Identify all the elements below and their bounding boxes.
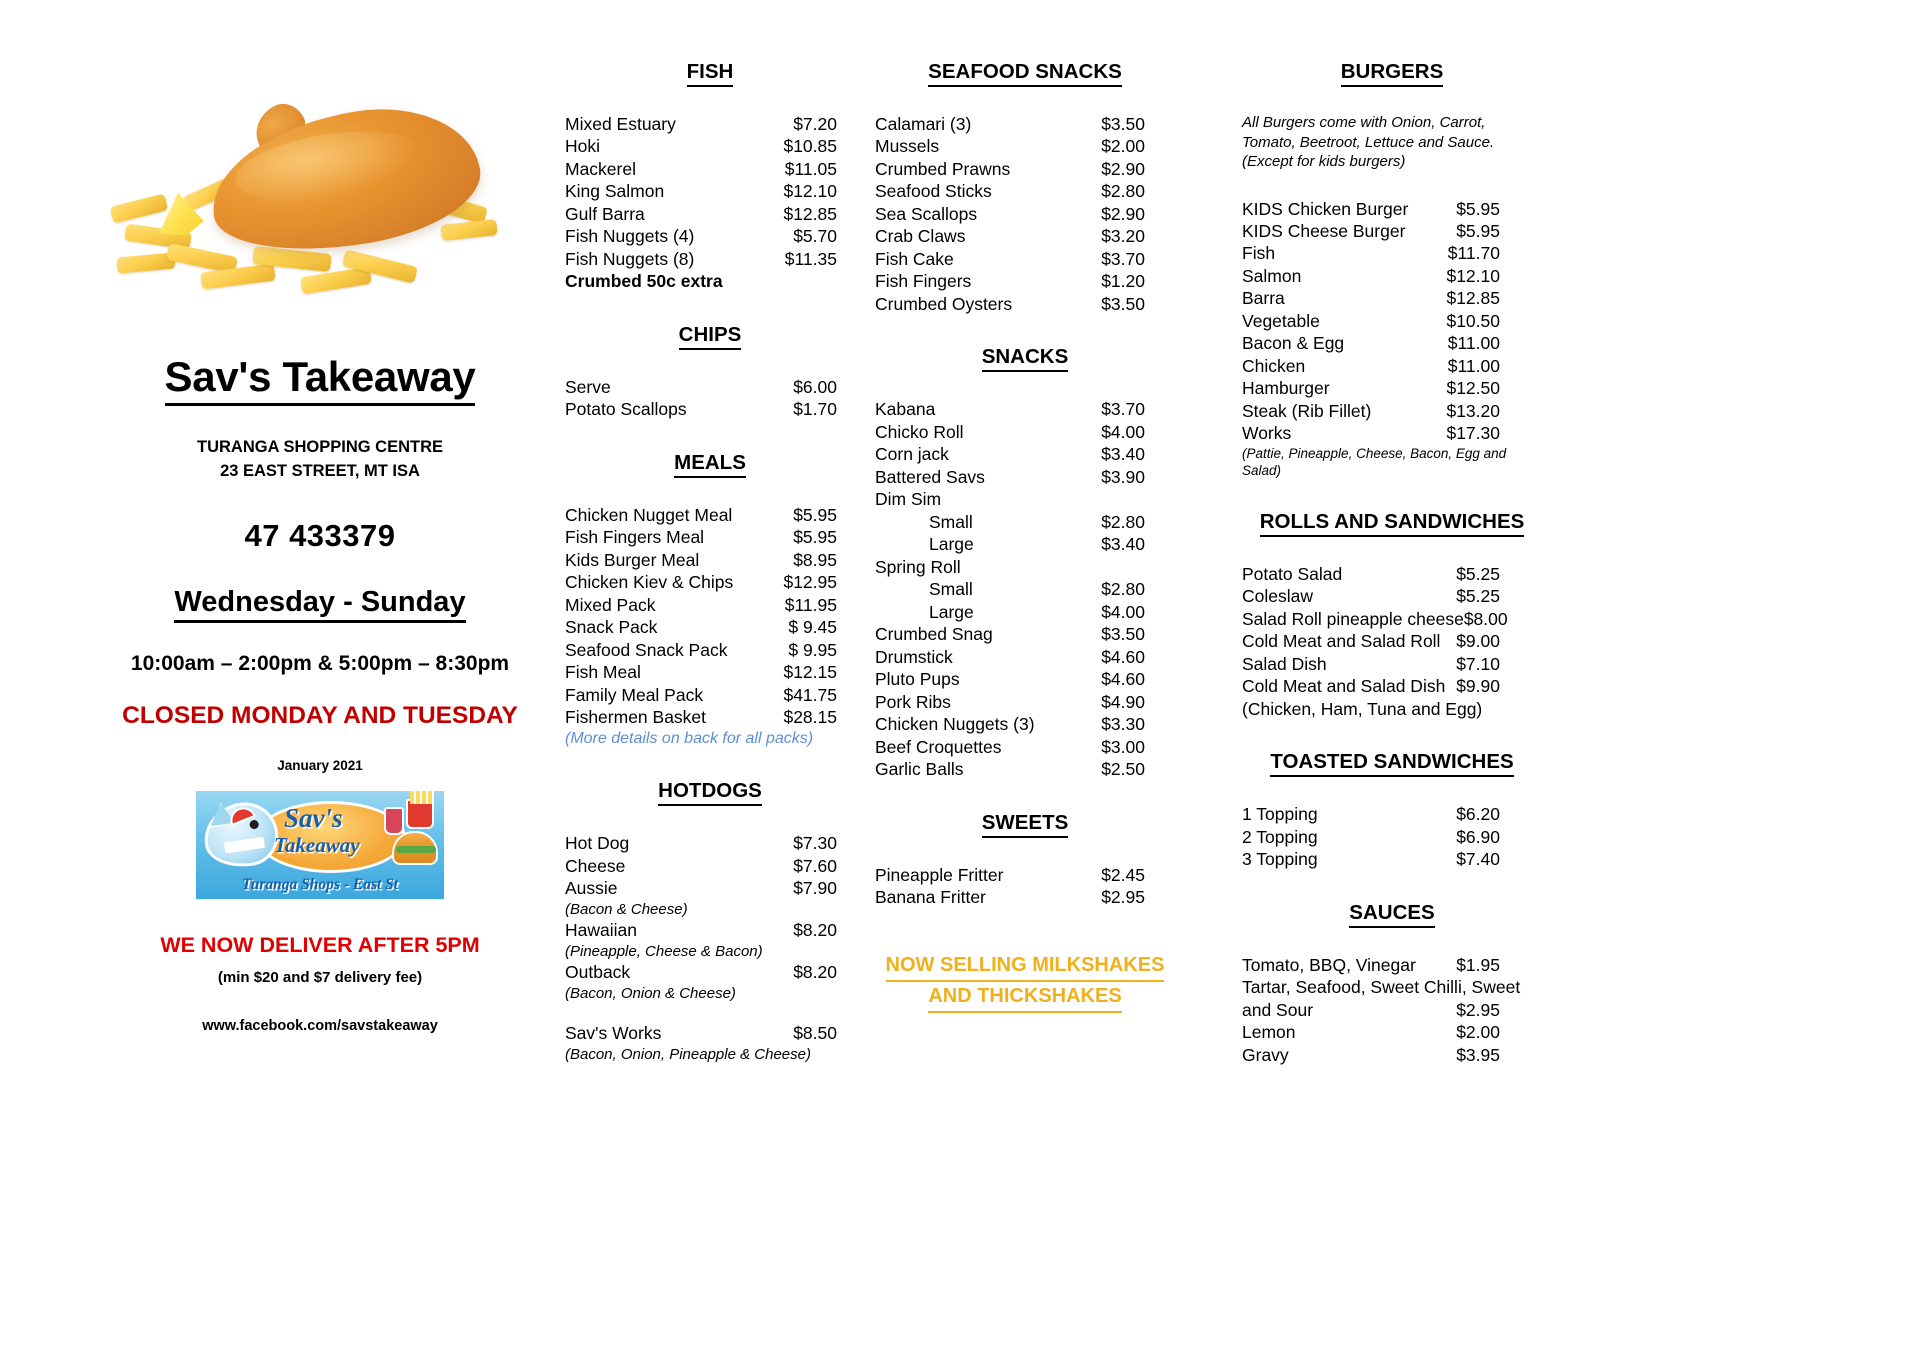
section-heading: SEAFOOD SNACKS [875,60,1175,87]
section-hotdogs [565,779,855,1064]
item-name: Salmon [1242,265,1302,286]
item-name: Sea Scallops [875,203,978,224]
section-sauces [1242,901,1542,1066]
item-price: $17.30 [1446,423,1500,444]
menu-row [875,713,1145,735]
menu-row [875,421,1145,443]
item-name: Crumbed Snag [875,624,993,645]
menu-row [565,180,837,202]
item-price: $2.80 [1101,181,1145,202]
item-price: $7.30 [793,833,837,854]
item-price: $4.60 [1101,669,1145,690]
item-name: Crumbed Oysters [875,293,1013,314]
item-price: $4.00 [1101,421,1145,442]
item-name: Garlic Balls [875,759,964,780]
menu-column-4 [1242,60,1542,1096]
menu-row [565,203,837,225]
burgers-footnote: (Pattie, Pineapple, Cheese, Bacon, Egg and Salad) [1242,445,1507,479]
item-name: Kids Burger Meal [565,549,700,570]
item-price: $1.70 [793,399,837,420]
item-price: $4.90 [1101,691,1145,712]
item-name: Mackerel [565,158,636,179]
item-price: $2.80 [1101,511,1145,532]
item-name: 2 Topping [1242,826,1318,847]
menu-row [875,158,1145,180]
item-price: $11.00 [1447,355,1500,376]
item-price: $5.70 [793,226,837,247]
milkshake-promo [875,951,1175,1013]
menu-row [875,533,1145,555]
menu-row [875,556,1145,578]
item-price: $3.30 [1101,714,1145,735]
menu-row [565,661,837,683]
item-price: $7.60 [793,855,837,876]
item-price: $6.20 [1456,804,1500,825]
item-name: Fish Fingers [875,271,972,292]
sauces-wrap-line: Tartar, Seafood, Sweet Chilli, Sweet [1242,977,1521,998]
item-price: $9.90 [1456,676,1500,697]
menu-row [1242,1044,1500,1066]
section-heading: BURGERS [1242,60,1542,87]
item-price: $41.75 [783,684,837,705]
item-price: $8.95 [793,549,837,570]
menu-row [565,832,837,854]
item-name: Calamari (3) [875,114,972,134]
fish-footnote: Crumbed 50c extra [565,271,723,292]
item-name: Salad Roll pineapple cheese [1242,608,1464,629]
menu-row [1242,1021,1500,1043]
item-name: Hamburger [1242,378,1330,399]
item-price: $7.20 [793,114,837,134]
menu-row [1242,377,1500,399]
menu-row [1242,585,1500,607]
item-price: $2.95 [1101,887,1145,908]
opening-days: Wednesday - Sunday [174,586,465,623]
item-price: $11.35 [784,248,837,269]
section-heading: SAUCES [1242,901,1542,928]
menu-row [875,578,1145,600]
item-price: $13.20 [1446,400,1500,421]
item-name: KIDS Chicken Burger [1242,198,1409,219]
item-price: $3.70 [1101,399,1145,420]
item-list [565,113,855,293]
item-name: Dim Sim [875,489,942,510]
item-price: $1.95 [1456,954,1500,975]
menu-row [1242,803,1500,825]
item-name: Cold Meat and Salad Roll [1242,631,1441,652]
menu-row [1242,826,1500,848]
item-price: $11.00 [1447,333,1500,354]
section-heading: FISH [565,60,855,87]
item-name: Steak (Rib Fillet) [1242,400,1372,421]
item-name: Crumbed Prawns [875,158,1011,179]
item-price: $11.70 [1447,243,1500,264]
item-name: Fish Cake [875,248,954,269]
menu-column-2 [565,60,855,1094]
item-price: $12.50 [1446,378,1500,399]
menu-row [565,919,837,941]
item-name: Mussels [875,136,940,157]
item-price: $7.10 [1456,653,1500,674]
burgers-intro: All Burgers come with Onion, Carrot, Tomato, Beetroot, Lettuce and Sauce. (Except for kids burgers) [1242,114,1495,170]
menu-row [875,398,1145,420]
opening-hours: 10:00am – 2:00pm & 5:00pm – 8:30pm [130,651,510,675]
menu-row [565,961,837,983]
item-name: Barra [1242,288,1285,309]
menu-row [1242,220,1500,242]
section-heading: SWEETS [875,811,1175,838]
item-price: $10.85 [783,136,837,157]
item-price: $3.40 [1101,444,1145,465]
section-chips [565,323,855,421]
item-note: (Pineapple, Cheese & Bacon) [565,942,763,960]
promo-line-2: AND THICKSHAKES [928,982,1121,1013]
menu-row [875,135,1145,157]
address-line-2: 23 EAST STREET, MT ISA [220,461,420,480]
item-name: Sav's Works [565,1023,662,1044]
menu-row [565,877,837,899]
item-name: Snack Pack [565,617,658,638]
item-note: (Bacon & Cheese) [565,900,688,918]
menu-row [1242,848,1500,870]
shark-eye [249,819,259,829]
item-price: $5.25 [1456,563,1500,584]
shop-title: Sav's Takeaway [165,353,476,406]
item-price: $9.00 [1456,631,1500,652]
item-name: Chicken Nugget Meal [565,504,733,525]
item-price: $11.95 [784,594,837,615]
section-heading: HOTDOGS [565,779,855,806]
menu-row [1242,653,1500,675]
item-price: $3.50 [1101,624,1145,645]
menu-row [875,691,1145,713]
item-price: $12.95 [783,572,837,593]
shark-mascot-icon [200,798,282,872]
section-sweets [875,811,1175,909]
section-heading: MEALS [565,451,855,478]
item-name: Seafood Snack Pack [565,639,728,660]
menu-row [875,225,1145,247]
item-name: Salad Dish [1242,653,1327,674]
section-heading: TOASTED SANDWICHES [1242,750,1542,777]
menu-row [565,571,837,593]
rolls-footnote: (Chicken, Ham, Tuna and Egg) [1242,698,1483,719]
item-name: Crab Claws [875,226,966,247]
menu-row [1242,999,1500,1021]
drink-cup-icon [384,807,404,835]
item-name: Aussie [565,878,618,899]
item-name: Chicko Roll [875,421,964,442]
item-name: Lemon [1242,1022,1296,1043]
burger-icon [392,831,438,865]
business-info-panel [70,60,570,1034]
menu-row [875,466,1145,488]
section-fish [565,60,855,293]
item-name: Coleslaw [1242,586,1313,607]
address-line-1: TURANGA SHOPPING CENTRE [197,438,443,456]
logo-line-2: Takeaway [274,832,360,857]
facebook-url: www.facebook.com/savstakeaway [202,1017,438,1034]
closed-notice: CLOSED MONDAY AND TUESDAY [122,701,518,729]
item-name: 3 Topping [1242,849,1318,870]
item-price: $2.00 [1101,136,1145,157]
item-name: Hoki [565,136,601,157]
item-price: $6.90 [1456,826,1500,847]
issue-date: January 2021 [277,757,363,773]
menu-row [875,668,1145,690]
menu-row [565,398,837,420]
section-toasted-sandwiches [1242,750,1542,870]
item-price: $2.00 [1456,1022,1500,1043]
menu-row [565,549,837,571]
section-rolls-sandwiches [1242,510,1542,720]
item-name: Pork Ribs [875,691,951,712]
menu-row [875,443,1145,465]
delivery-terms: (min $20 and $7 delivery fee) [217,968,423,986]
item-name: Fish [1242,243,1276,264]
menu-row [1242,310,1500,332]
phone-number: 47 433379 [244,517,396,553]
item-price: $8.00 [1463,608,1508,629]
item-price: $6.00 [793,376,837,397]
menu-row [875,886,1145,908]
promo-line-1: NOW SELLING MILKSHAKES [886,951,1165,982]
item-name: Kabana [875,399,936,420]
item-name: Seafood Sticks [875,181,992,202]
meals-footnote: (More details on back for all packs) [565,729,814,747]
item-price: $8.20 [793,920,837,941]
item-name: Fish Fingers Meal [565,527,705,548]
item-price: $2.50 [1101,759,1145,780]
item-price: $3.95 [1456,1044,1500,1065]
item-price: $2.95 [1456,999,1500,1020]
item-price: $ 9.95 [788,639,837,660]
item-price: $5.95 [793,527,837,548]
menu-row [1242,332,1500,354]
item-price: $12.85 [783,203,837,224]
item-price: $2.90 [1101,203,1145,224]
item-price: $3.40 [1101,534,1145,555]
menu-row [1242,400,1500,422]
menu-row [565,248,837,270]
section-heading: SNACKS [875,345,1175,372]
item-name: Works [1242,423,1292,444]
item-price: $2.80 [1101,579,1145,600]
menu-row [875,601,1145,623]
item-price: $5.95 [793,504,837,525]
item-price: $3.20 [1101,226,1145,247]
menu-row [875,736,1145,758]
menu-row [875,646,1145,668]
item-name: Banana Fritter [875,887,986,908]
menu-row [565,684,837,706]
menu-row [565,526,837,548]
item-price: $3.90 [1101,466,1145,487]
menu-row [565,504,837,526]
menu-row [1242,355,1500,377]
item-name: Chicken Nuggets (3) [875,714,1035,735]
menu-row [875,113,1145,135]
menu-row [875,864,1145,886]
item-name: Potato Scallops [565,399,687,420]
menu-row [565,135,837,157]
logo-line-1: Sav's [284,802,343,833]
item-name: Serve [565,376,611,397]
item-name: Chicken [1242,355,1306,376]
section-burgers [1242,60,1542,480]
item-name: Cheese [565,855,626,876]
item-name: Bacon & Egg [1242,333,1345,354]
item-name: Mixed Pack [565,594,656,615]
item-name: Gulf Barra [565,203,645,224]
menu-row [1242,608,1508,630]
item-name: Beef Croquettes [875,736,1002,757]
item-name: King Salmon [565,181,665,202]
menu-row [1242,563,1500,585]
item-price: $12.85 [1446,288,1500,309]
menu-row [565,616,837,638]
menu-row [1242,242,1500,264]
menu-row [875,511,1145,533]
menu-row [565,639,837,661]
item-name: Outback [565,962,631,983]
item-name: Battered Savs [875,466,985,487]
item-price: $5.25 [1456,586,1500,607]
item-price: $3.00 [1101,736,1145,757]
savs-takeaway-logo [196,791,444,899]
menu-row [1242,287,1500,309]
menu-row [875,270,1145,292]
item-price: $2.90 [1101,158,1145,179]
item-price: $4.60 [1101,646,1145,667]
item-name: Drumstick [875,646,953,667]
item-price: $3.50 [1101,114,1145,134]
item-price: $ 9.45 [788,617,837,638]
item-name: Hot Dog [565,833,630,854]
menu-row [875,758,1145,780]
fries-icon [406,799,434,829]
menu-row [565,158,837,180]
menu-row [1242,198,1500,220]
item-name: Tomato, BBQ, Vinegar [1242,954,1416,975]
item-price: $11.05 [784,158,837,179]
item-name: and Sour [1242,999,1314,1020]
menu-column-3 [875,60,1175,1013]
menu-row [565,225,837,247]
item-price: $1.20 [1101,271,1145,292]
item-name: Fish Meal [565,662,641,683]
item-name: Fish Nuggets (8) [565,248,695,269]
item-name: Potato Salad [1242,563,1343,584]
menu-row [875,623,1145,645]
menu-row [565,594,837,616]
section-meals [565,451,855,750]
item-name: Vegetable [1242,310,1320,331]
item-name: Gravy [1242,1044,1289,1065]
menu-row [1242,630,1500,652]
item-name: Mixed Estuary [565,114,676,134]
item-name: Fishermen Basket [565,707,707,728]
menu-row [875,203,1145,225]
logo-line-3: Turanga Shops - East St [241,875,399,893]
section-heading: ROLLS AND SANDWICHES [1242,510,1542,537]
menu-row [1242,675,1500,697]
menu-row [875,293,1145,315]
shop-address [70,436,570,484]
item-name: Family Meal Pack [565,684,704,705]
item-name: Hawaiian [565,920,637,941]
item-name: Large [929,601,974,622]
item-name: Fish Nuggets (4) [565,226,695,247]
item-name: 1 Topping [1242,804,1318,825]
item-price: $3.50 [1101,293,1145,314]
item-name: Chicken Kiev & Chips [565,572,734,593]
item-name: Small [929,511,973,532]
item-name: Corn jack [875,444,949,465]
menu-row [565,376,837,398]
item-price: $5.95 [1456,198,1500,219]
item-price: $12.15 [783,662,837,683]
item-price: $4.00 [1101,601,1145,622]
item-name: KIDS Cheese Burger [1242,220,1406,241]
item-price: $7.90 [793,878,837,899]
menu-row [875,248,1145,270]
menu-row [565,1022,837,1044]
item-name: Pluto Pups [875,669,960,690]
fish-and-chips-photo [105,72,535,327]
menu-row [1242,422,1500,444]
item-price: $2.45 [1101,864,1145,885]
item-price: $10.50 [1446,310,1500,331]
item-note: (Bacon, Onion & Cheese) [565,984,736,1002]
item-price: $7.40 [1456,849,1500,870]
item-price: $8.50 [793,1023,837,1044]
shark-teeth [224,837,265,853]
delivery-notice: WE NOW DELIVER AFTER 5PM [160,932,480,957]
item-price: $8.20 [793,962,837,983]
menu-row [1242,954,1500,976]
menu-row [875,488,1145,510]
item-name: Large [929,534,974,555]
item-price: $12.10 [1446,265,1500,286]
section-seafood-snacks [875,60,1175,315]
item-price: $28.15 [783,707,837,728]
menu-row [565,855,837,877]
menu-row [565,113,837,135]
menu-row [875,180,1145,202]
item-note: (Bacon, Onion, Pineapple & Cheese) [565,1045,811,1063]
item-price: $5.95 [1456,220,1500,241]
section-heading: CHIPS [565,323,855,350]
item-name: Small [929,579,973,600]
menu-row [565,706,837,728]
item-name: Spring Roll [875,556,961,577]
section-snacks [875,345,1175,780]
item-name: Cold Meat and Salad Dish [1242,676,1446,697]
item-name: Pineapple Fritter [875,864,1004,885]
item-price: $3.70 [1101,248,1145,269]
menu-row [1242,265,1500,287]
item-price: $12.10 [783,181,837,202]
